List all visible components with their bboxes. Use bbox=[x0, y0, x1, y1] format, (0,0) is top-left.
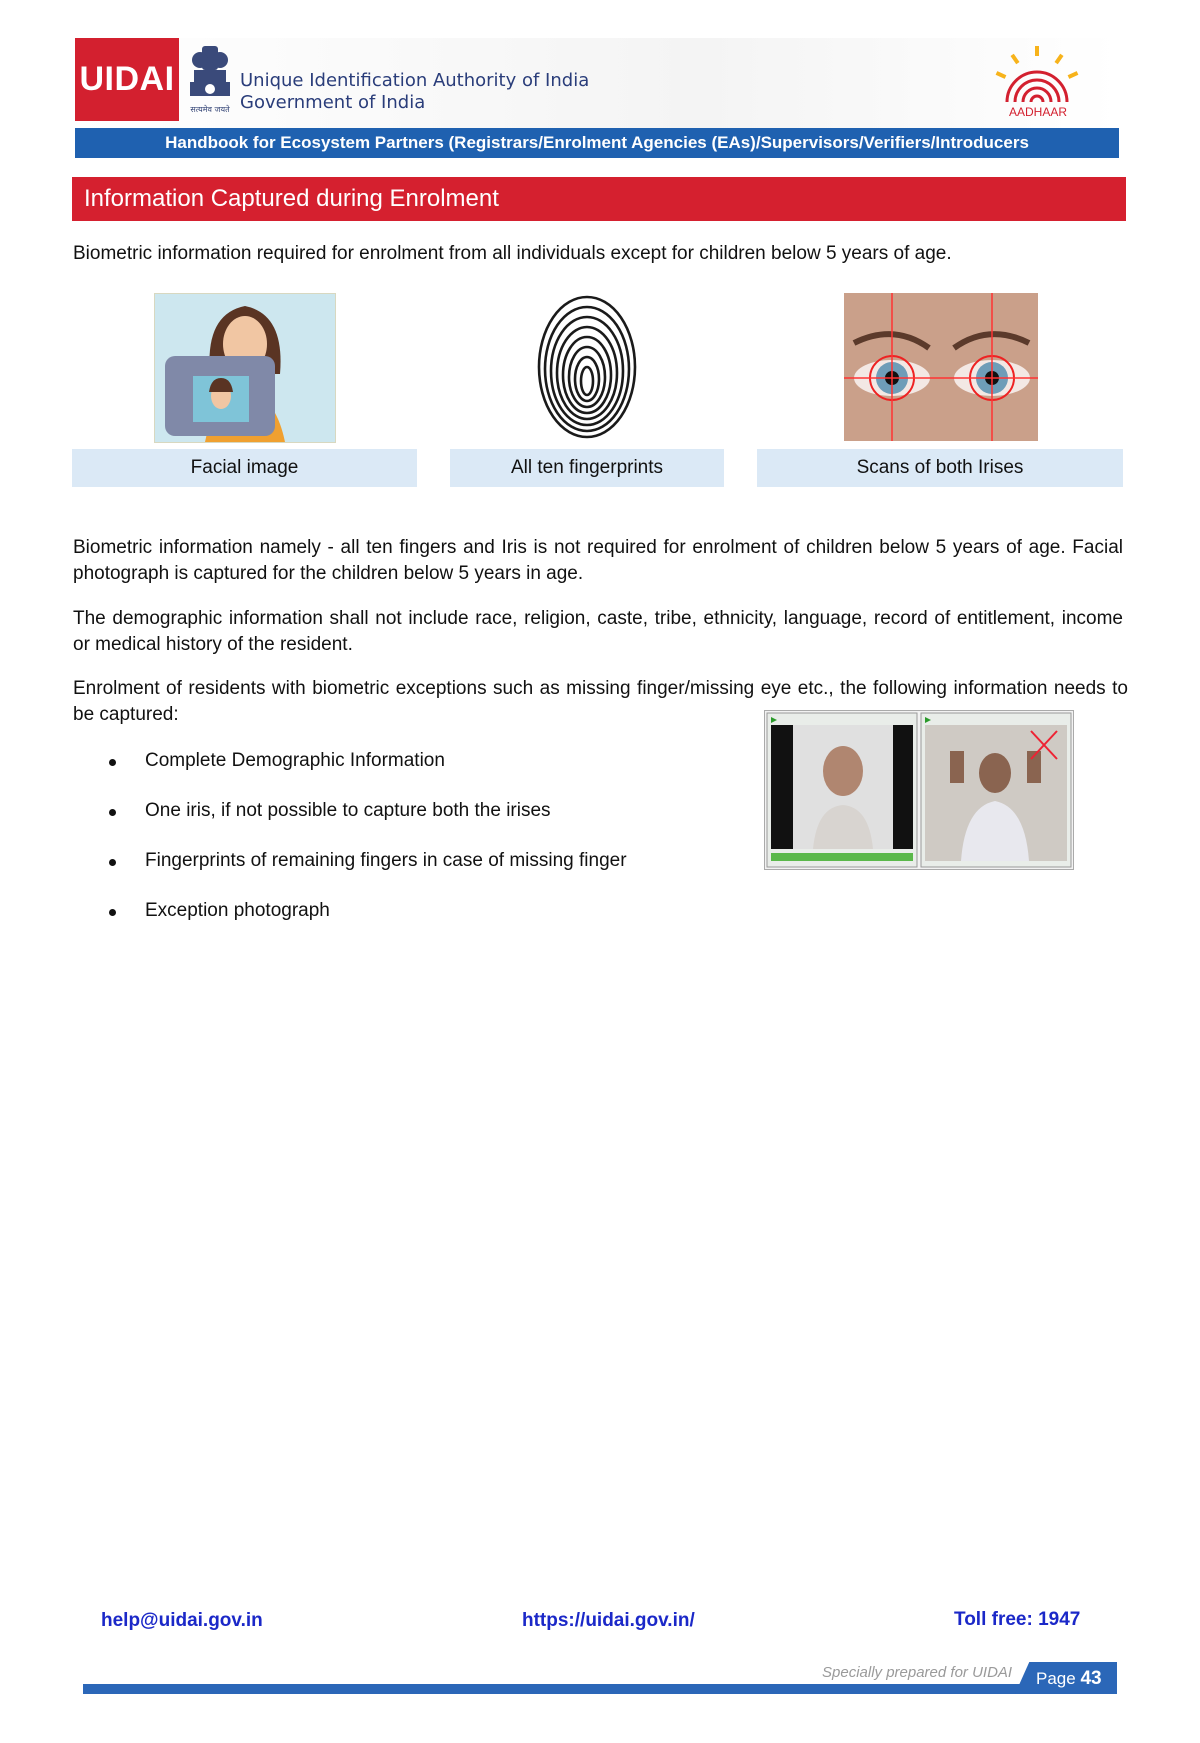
footer-tollfree: Toll free: 1947 bbox=[954, 1609, 1081, 1630]
page-indicator bbox=[1036, 1668, 1102, 1690]
bullet-dot bbox=[109, 909, 116, 916]
face-photo-icon bbox=[155, 294, 335, 442]
caption-facial-image: Facial image bbox=[72, 449, 417, 487]
organization-name bbox=[240, 70, 589, 114]
list-item-text: One iris, if not possible to capture both the irises bbox=[145, 800, 551, 821]
paragraph-children-biometrics: Biometric information namely - all ten fingers and Iris is not required for enrolment of children below 5 years of age. Facial photograph is captured for the children below 5 years in age. bbox=[73, 537, 1123, 584]
org-name-line2: Government of India bbox=[240, 92, 426, 113]
footer-website[interactable]: https://uidai.gov.in/ bbox=[522, 1610, 695, 1631]
iris-scan-icon bbox=[844, 293, 1038, 441]
emblem-caption: सत्यमेव जयते bbox=[190, 105, 230, 114]
uidai-logo: UIDAI bbox=[75, 38, 179, 121]
intro-text: Biometric information required for enrolment from all individuals except for children below 5 years of age. bbox=[73, 243, 952, 264]
page-label: Page bbox=[1036, 1669, 1076, 1688]
footer-email[interactable]: help@uidai.gov.in bbox=[101, 1610, 263, 1631]
fingerprint-photo bbox=[536, 293, 638, 441]
org-name-line1: Unique Identification Authority of India bbox=[240, 70, 590, 91]
bullet-dot bbox=[109, 809, 116, 816]
list-item bbox=[145, 900, 330, 922]
national-emblem-icon bbox=[186, 42, 234, 118]
list-item-text: Exception photograph bbox=[145, 900, 330, 921]
list-item bbox=[145, 800, 551, 822]
list-item-text: Complete Demographic Information bbox=[145, 750, 445, 771]
prepared-for-note: Specially prepared for UIDAI bbox=[822, 1664, 1013, 1681]
exception-capture-screens-icon bbox=[765, 711, 1073, 869]
aadhaar-text: AADHAAR bbox=[1008, 105, 1068, 119]
paragraph-demographic-exclusions: The demographic information shall not include race, religion, caste, tribe, ethnicity, language, record of entitlement, income or medical history of the resident. bbox=[73, 608, 1123, 655]
aadhaar-logo bbox=[985, 44, 1091, 120]
iris-scan-photo bbox=[844, 293, 1038, 441]
iris-caption-box bbox=[757, 449, 1123, 487]
list-item bbox=[145, 750, 445, 772]
bullet-dot bbox=[109, 759, 116, 766]
handbook-title-bar: Handbook for Ecosystem Partners (Registrars/Enrolment Agencies (EAs)/Supervisors/Verifiers/Introducers bbox=[75, 128, 1119, 158]
caption-irises: Scans of both Irises bbox=[757, 449, 1123, 487]
facial-image-caption-box bbox=[72, 449, 417, 487]
section-title: Information Captured during Enrolment bbox=[84, 185, 499, 212]
footer-rule bbox=[83, 1684, 1117, 1694]
fingerprint-caption-box bbox=[450, 449, 724, 487]
list-item bbox=[145, 850, 627, 872]
bullet-dot bbox=[109, 859, 116, 866]
exception-info-list bbox=[145, 750, 745, 930]
caption-fingerprints: All ten fingerprints bbox=[450, 449, 724, 487]
list-item-text: Fingerprints of remaining fingers in case of missing finger bbox=[145, 850, 627, 871]
fingerprint-icon bbox=[536, 293, 638, 441]
page-number: 43 bbox=[1080, 1668, 1102, 1689]
facial-image-photo bbox=[154, 293, 336, 443]
exception-photograph-screenshot bbox=[764, 710, 1074, 870]
paragraph-biometric-exceptions: Enrolment of residents with biometric exceptions such as missing finger/missing eye etc., the following information needs to be captured: bbox=[73, 678, 1128, 725]
